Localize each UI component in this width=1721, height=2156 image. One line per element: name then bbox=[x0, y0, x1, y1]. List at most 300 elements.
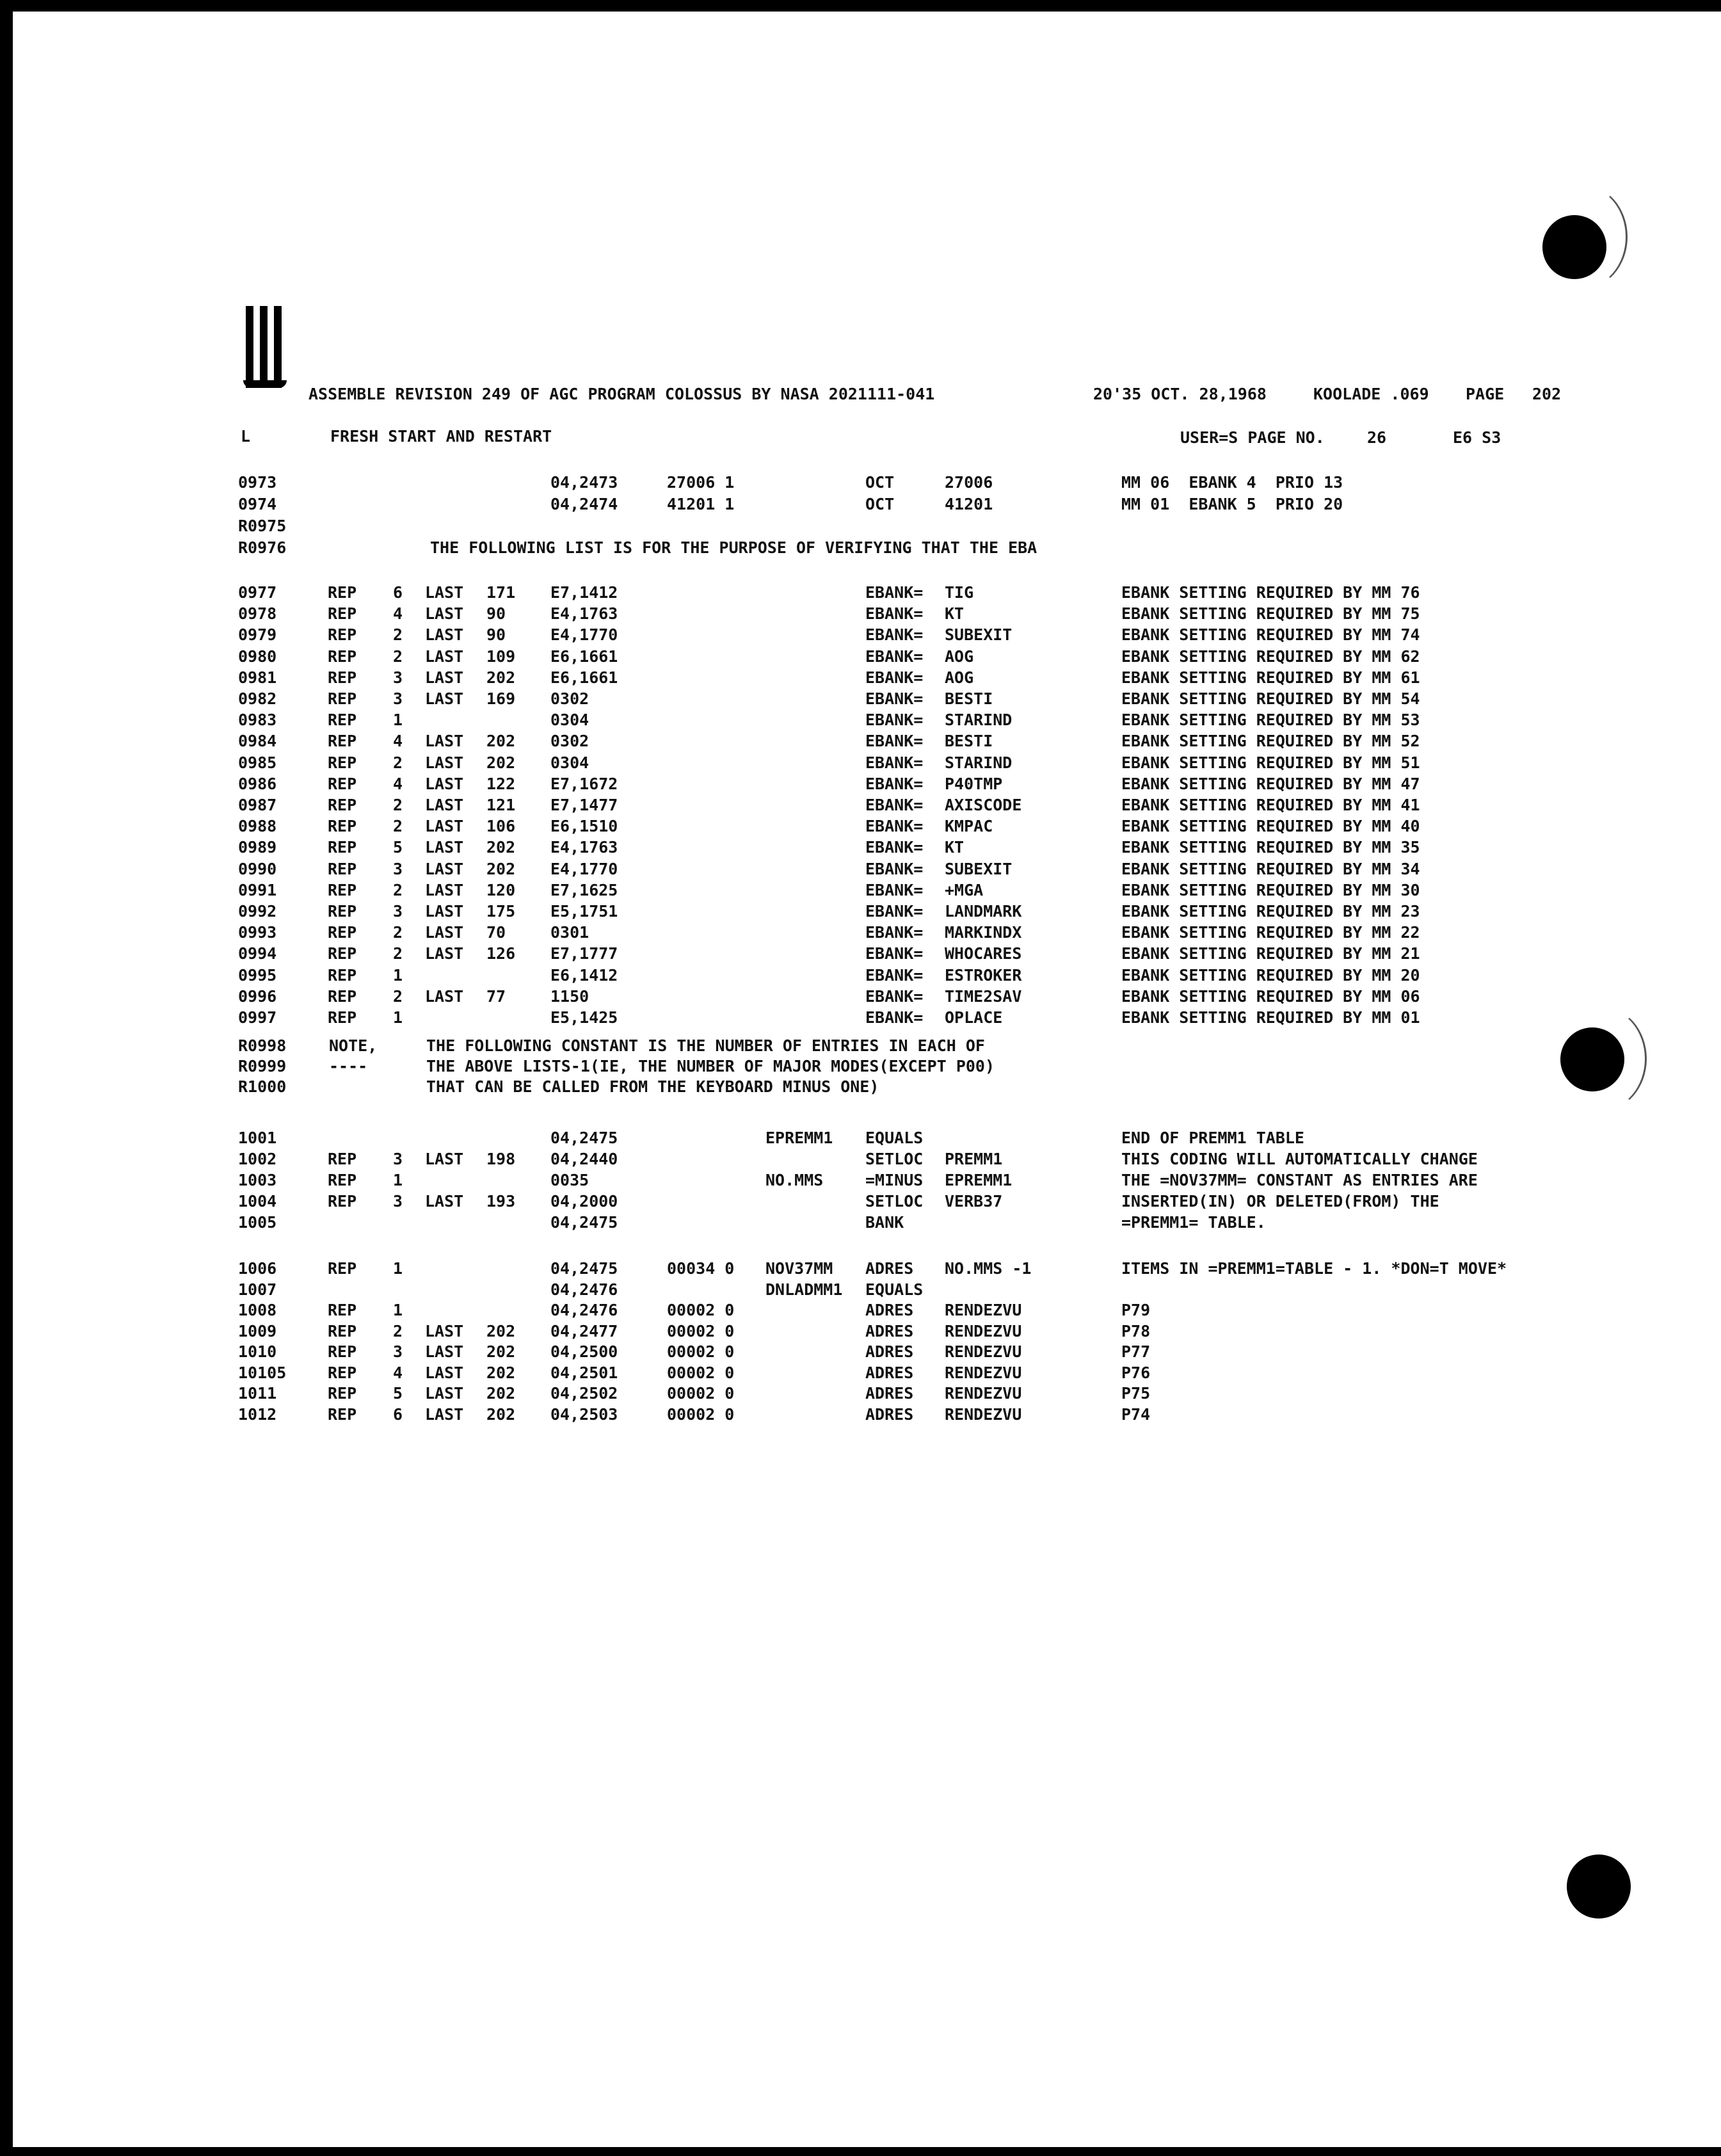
operand: MARKINDX bbox=[945, 923, 1022, 942]
last-keyword: LAST bbox=[425, 689, 464, 708]
comment: MM 01 EBANK 5 PRIO 20 bbox=[1121, 495, 1343, 513]
rep-count: 3 bbox=[393, 1150, 403, 1168]
rep-count: 1 bbox=[393, 1008, 403, 1027]
comment: EBANK SETTING REQUIRED BY MM 35 bbox=[1121, 838, 1420, 857]
operand: BESTI bbox=[945, 689, 993, 708]
last-keyword: LAST bbox=[425, 880, 464, 899]
address: E6,1412 bbox=[550, 965, 618, 985]
address: 04,2475 bbox=[550, 1259, 618, 1278]
listing-line bbox=[0, 1383, 1721, 1404]
assembly-timestamp: 20'35 OCT. 28,1968 bbox=[1093, 385, 1267, 403]
rep-keyword: REP bbox=[328, 604, 357, 623]
operand: P40TMP bbox=[945, 774, 1003, 793]
line-number: R0975 bbox=[238, 517, 287, 535]
listing-line bbox=[0, 880, 1721, 901]
scan-bottom-border bbox=[0, 2147, 1721, 2156]
last-keyword: LAST bbox=[425, 1384, 464, 1403]
comment: MM 06 EBANK 4 PRIO 13 bbox=[1121, 473, 1343, 492]
address: 04,2475 bbox=[550, 1129, 618, 1147]
comment: EBANK SETTING REQUIRED BY MM 40 bbox=[1121, 817, 1420, 836]
listing-line bbox=[0, 625, 1721, 645]
operand: AOG bbox=[945, 647, 974, 666]
opcode: EBANK= bbox=[865, 774, 924, 793]
last-page: 77 bbox=[486, 986, 506, 1006]
address: E7,1412 bbox=[550, 583, 618, 602]
address: E6,1661 bbox=[550, 647, 618, 666]
octal-word: 00002 0 bbox=[667, 1321, 735, 1340]
symbol-label: NO.MMS bbox=[765, 1171, 824, 1189]
opcode: ADRES bbox=[865, 1301, 914, 1319]
last-keyword: LAST bbox=[425, 796, 464, 814]
rep-count: 2 bbox=[393, 1321, 403, 1340]
rep-keyword: REP bbox=[328, 732, 357, 751]
comment: EBANK SETTING REQUIRED BY MM 54 bbox=[1121, 689, 1420, 708]
last-keyword: LAST bbox=[425, 902, 464, 921]
rep-keyword: REP bbox=[328, 668, 357, 687]
octal-word: 41201 1 bbox=[667, 495, 735, 513]
address: 0304 bbox=[550, 711, 589, 730]
operand: RENDEZVU bbox=[945, 1404, 1022, 1424]
section-marker: L bbox=[241, 427, 251, 446]
rep-keyword: REP bbox=[328, 1008, 357, 1027]
rep-keyword: REP bbox=[328, 1404, 357, 1424]
last-page: 202 bbox=[486, 668, 516, 687]
listing-line bbox=[0, 795, 1721, 816]
last-keyword: LAST bbox=[425, 604, 464, 623]
listing-line bbox=[0, 516, 1721, 536]
listing-line bbox=[0, 922, 1721, 943]
operand: +MGA bbox=[945, 880, 984, 899]
comment: EBANK SETTING REQUIRED BY MM 76 bbox=[1121, 583, 1420, 602]
address: 0301 bbox=[550, 923, 589, 942]
rep-count: 4 bbox=[393, 732, 403, 751]
line-number: 0973 bbox=[238, 473, 277, 492]
line-number: 0990 bbox=[238, 859, 277, 878]
rep-count: 2 bbox=[393, 923, 403, 942]
last-page: 175 bbox=[486, 902, 516, 921]
rep-keyword: REP bbox=[328, 689, 357, 708]
listing-line bbox=[0, 1280, 1721, 1300]
octal-word: 00002 0 bbox=[667, 1342, 735, 1361]
listing-line bbox=[0, 583, 1721, 603]
note-marker: NOTE, bbox=[329, 1036, 378, 1055]
operand: 27006 bbox=[945, 473, 993, 492]
listing-line bbox=[0, 774, 1721, 794]
opcode: EBANK= bbox=[865, 965, 924, 985]
operand: STARIND bbox=[945, 753, 1013, 772]
last-keyword: LAST bbox=[425, 838, 464, 857]
rep-count: 3 bbox=[393, 1192, 403, 1211]
operand: AOG bbox=[945, 668, 974, 687]
rep-count: 3 bbox=[393, 1342, 403, 1361]
line-number: 1008 bbox=[238, 1301, 277, 1319]
rep-count: 2 bbox=[393, 796, 403, 814]
operand: KT bbox=[945, 838, 965, 857]
rep-count: 3 bbox=[393, 668, 403, 687]
listing-line bbox=[0, 494, 1721, 515]
line-number: R0976 bbox=[238, 538, 287, 557]
rep-count: 1 bbox=[393, 1171, 403, 1189]
listing-line bbox=[0, 1008, 1721, 1028]
user-page-label: USER=S PAGE NO. bbox=[1180, 428, 1325, 447]
listing-line bbox=[0, 901, 1721, 922]
listing-line bbox=[0, 1077, 1721, 1097]
line-number: 0983 bbox=[238, 711, 277, 730]
rep-keyword: REP bbox=[328, 711, 357, 730]
remark-text: THE FOLLOWING CONSTANT IS THE NUMBER OF ENTRIES IN EACH OF bbox=[426, 1036, 985, 1055]
address: E4,1763 bbox=[550, 604, 618, 623]
comment: THE =NOV37MM= CONSTANT AS ENTRIES ARE bbox=[1121, 1171, 1478, 1189]
last-keyword: LAST bbox=[425, 944, 464, 963]
operand: 41201 bbox=[945, 495, 993, 513]
user-page-number: 26 bbox=[1367, 428, 1387, 447]
address: E7,1672 bbox=[550, 774, 618, 793]
line-number: 0982 bbox=[238, 689, 277, 708]
rep-keyword: REP bbox=[328, 1259, 357, 1278]
address: 0302 bbox=[550, 732, 589, 751]
comment: EBANK SETTING REQUIRED BY MM 21 bbox=[1121, 944, 1420, 963]
comment: THIS CODING WILL AUTOMATICALLY CHANGE bbox=[1121, 1150, 1478, 1168]
address: 0302 bbox=[550, 689, 589, 708]
opcode: ADRES bbox=[865, 1363, 914, 1382]
operand: RENDEZVU bbox=[945, 1321, 1022, 1340]
line-number: 1003 bbox=[238, 1171, 277, 1189]
operand: STARIND bbox=[945, 711, 1013, 730]
symbol-label: NOV37MM bbox=[765, 1259, 833, 1278]
rep-keyword: REP bbox=[328, 1301, 357, 1319]
line-number: R1000 bbox=[238, 1077, 287, 1096]
opcode: EBANK= bbox=[865, 604, 924, 623]
opcode: EBANK= bbox=[865, 711, 924, 730]
rep-keyword: REP bbox=[328, 1192, 357, 1211]
opcode: OCT bbox=[865, 495, 895, 513]
line-number: 0984 bbox=[238, 732, 277, 751]
opcode: ADRES bbox=[865, 1342, 914, 1361]
rep-count: 4 bbox=[393, 1363, 403, 1382]
opcode: EBANK= bbox=[865, 902, 924, 921]
rep-keyword: REP bbox=[328, 1384, 357, 1403]
comment: P76 bbox=[1121, 1363, 1151, 1382]
opcode: EBANK= bbox=[865, 923, 924, 942]
remark-text: THAT CAN BE CALLED FROM THE KEYBOARD MINUS ONE) bbox=[426, 1077, 879, 1096]
listing-line bbox=[0, 710, 1721, 730]
comment: EBANK SETTING REQUIRED BY MM 75 bbox=[1121, 604, 1420, 623]
opcode: EBANK= bbox=[865, 817, 924, 836]
last-page: 202 bbox=[486, 753, 516, 772]
operand: KMPAC bbox=[945, 817, 993, 836]
rep-count: 2 bbox=[393, 753, 403, 772]
comment: EBANK SETTING REQUIRED BY MM 52 bbox=[1121, 732, 1420, 751]
operand: ESTROKER bbox=[945, 965, 1022, 985]
listing-line bbox=[0, 859, 1721, 880]
scan-top-border bbox=[0, 0, 1721, 12]
octal-word: 00002 0 bbox=[667, 1363, 735, 1382]
comment: P74 bbox=[1121, 1404, 1151, 1424]
listing-line bbox=[0, 1363, 1721, 1383]
comment: ITEMS IN =PREMM1=TABLE - 1. *DON=T MOVE* bbox=[1121, 1259, 1507, 1278]
line-number: 1010 bbox=[238, 1342, 277, 1361]
opcode: OCT bbox=[865, 473, 895, 492]
line-number: 0978 bbox=[238, 604, 277, 623]
listing-line bbox=[0, 986, 1721, 1007]
opcode: EBANK= bbox=[865, 625, 924, 645]
line-number: 0988 bbox=[238, 817, 277, 836]
last-keyword: LAST bbox=[425, 625, 464, 645]
opcode: ADRES bbox=[865, 1321, 914, 1340]
rep-count: 2 bbox=[393, 647, 403, 666]
line-number: 0987 bbox=[238, 796, 277, 814]
address: 0304 bbox=[550, 753, 589, 772]
punch-hole bbox=[1567, 1854, 1631, 1919]
rep-count: 3 bbox=[393, 859, 403, 878]
opcode: ADRES bbox=[865, 1259, 914, 1278]
rep-count: 3 bbox=[393, 902, 403, 921]
rep-keyword: REP bbox=[328, 796, 357, 814]
comment: =PREMM1= TABLE. bbox=[1121, 1213, 1266, 1232]
last-keyword: LAST bbox=[425, 1404, 464, 1424]
comment: EBANK SETTING REQUIRED BY MM 01 bbox=[1121, 1008, 1420, 1027]
comment: EBANK SETTING REQUIRED BY MM 22 bbox=[1121, 923, 1420, 942]
operand: RENDEZVU bbox=[945, 1384, 1022, 1403]
note-marker: ---- bbox=[329, 1057, 368, 1075]
line-number: 0980 bbox=[238, 647, 277, 666]
operand: AXISCODE bbox=[945, 796, 1022, 814]
octal-word: 00002 0 bbox=[667, 1384, 735, 1403]
opcode: EBANK= bbox=[865, 647, 924, 666]
rep-count: 1 bbox=[393, 711, 403, 730]
last-keyword: LAST bbox=[425, 774, 464, 793]
listing-line bbox=[0, 689, 1721, 709]
comment: EBANK SETTING REQUIRED BY MM 06 bbox=[1121, 986, 1420, 1006]
opcode: EBANK= bbox=[865, 689, 924, 708]
last-keyword: LAST bbox=[425, 1363, 464, 1382]
line-number: 0979 bbox=[238, 625, 277, 645]
rep-count: 1 bbox=[393, 1259, 403, 1278]
last-keyword: LAST bbox=[425, 583, 464, 602]
line-number: 0981 bbox=[238, 668, 277, 687]
rep-count: 6 bbox=[393, 1404, 403, 1424]
rep-count: 2 bbox=[393, 817, 403, 836]
last-page: 106 bbox=[486, 817, 516, 836]
rep-keyword: REP bbox=[328, 986, 357, 1006]
last-page: 90 bbox=[486, 625, 506, 645]
opcode: EBANK= bbox=[865, 732, 924, 751]
operand: VERB37 bbox=[945, 1192, 1003, 1211]
comment: EBANK SETTING REQUIRED BY MM 30 bbox=[1121, 880, 1420, 899]
address: E7,1625 bbox=[550, 880, 618, 899]
comment: EBANK SETTING REQUIRED BY MM 61 bbox=[1121, 668, 1420, 687]
symbol-label: EPREMM1 bbox=[765, 1129, 833, 1147]
address: 0035 bbox=[550, 1171, 589, 1189]
operand: NO.MMS -1 bbox=[945, 1259, 1032, 1278]
address: E5,1751 bbox=[550, 902, 618, 921]
listing-line bbox=[0, 1342, 1721, 1362]
address: 04,2503 bbox=[550, 1404, 618, 1424]
opcode: EBANK= bbox=[865, 944, 924, 963]
rep-keyword: REP bbox=[328, 1150, 357, 1168]
listing-line bbox=[0, 1036, 1721, 1056]
address: 04,2500 bbox=[550, 1342, 618, 1361]
rep-keyword: REP bbox=[328, 1321, 357, 1340]
last-page: 70 bbox=[486, 923, 506, 942]
address: E4,1770 bbox=[550, 859, 618, 878]
rep-count: 6 bbox=[393, 583, 403, 602]
line-number: 1009 bbox=[238, 1321, 277, 1340]
address: 04,2476 bbox=[550, 1301, 618, 1319]
line-number: 0994 bbox=[238, 944, 277, 963]
rep-count: 5 bbox=[393, 838, 403, 857]
opcode: =MINUS bbox=[865, 1171, 924, 1189]
operand: WHOCARES bbox=[945, 944, 1022, 963]
last-keyword: LAST bbox=[425, 1150, 464, 1168]
opcode: SETLOC bbox=[865, 1150, 924, 1168]
line-number: 0977 bbox=[238, 583, 277, 602]
last-page: 109 bbox=[486, 647, 516, 666]
rep-count: 4 bbox=[393, 774, 403, 793]
last-keyword: LAST bbox=[425, 859, 464, 878]
address: 04,2477 bbox=[550, 1321, 618, 1340]
line-number: 1011 bbox=[238, 1384, 277, 1403]
remark-text: THE ABOVE LISTS-1(IE, THE NUMBER OF MAJOR MODES(EXCEPT P00) bbox=[426, 1057, 995, 1075]
listing-line bbox=[0, 1056, 1721, 1077]
last-page: 202 bbox=[486, 859, 516, 878]
last-page: 202 bbox=[486, 732, 516, 751]
symbol-label: DNLADMM1 bbox=[765, 1280, 843, 1299]
operand: TIME2SAV bbox=[945, 986, 1022, 1006]
listing-line bbox=[0, 753, 1721, 773]
listing-line bbox=[0, 731, 1721, 752]
rep-keyword: REP bbox=[328, 859, 357, 878]
line-number: 0995 bbox=[238, 965, 277, 985]
opcode: ADRES bbox=[865, 1384, 914, 1403]
comment: EBANK SETTING REQUIRED BY MM 51 bbox=[1121, 753, 1420, 772]
rep-count: 2 bbox=[393, 880, 403, 899]
comment: EBANK SETTING REQUIRED BY MM 23 bbox=[1121, 902, 1420, 921]
rep-count: 2 bbox=[393, 944, 403, 963]
rep-keyword: REP bbox=[328, 625, 357, 645]
operand: PREMM1 bbox=[945, 1150, 1003, 1168]
line-number: R0999 bbox=[238, 1057, 287, 1075]
listing-line bbox=[0, 647, 1721, 667]
opcode: SETLOC bbox=[865, 1192, 924, 1211]
rep-keyword: REP bbox=[328, 902, 357, 921]
line-number: 0986 bbox=[238, 774, 277, 793]
operand: EPREMM1 bbox=[945, 1171, 1013, 1189]
last-keyword: LAST bbox=[425, 1342, 464, 1361]
assembly-user: KOOLADE .069 bbox=[1313, 385, 1429, 403]
last-page: 122 bbox=[486, 774, 516, 793]
rep-keyword: REP bbox=[328, 647, 357, 666]
listing-line bbox=[0, 1321, 1721, 1342]
last-keyword: LAST bbox=[425, 647, 464, 666]
comment: EBANK SETTING REQUIRED BY MM 41 bbox=[1121, 796, 1420, 814]
user-page-ref: E6 S3 bbox=[1453, 428, 1501, 447]
rep-keyword: REP bbox=[328, 923, 357, 942]
octal-word: 00002 0 bbox=[667, 1404, 735, 1424]
last-page: 198 bbox=[486, 1150, 516, 1168]
address: 04,2475 bbox=[550, 1213, 618, 1232]
listing-line bbox=[0, 1212, 1721, 1233]
address: E5,1425 bbox=[550, 1008, 618, 1027]
address: E4,1770 bbox=[550, 625, 618, 645]
last-page: 90 bbox=[486, 604, 506, 623]
address: 04,2440 bbox=[550, 1150, 618, 1168]
rep-count: 1 bbox=[393, 965, 403, 985]
opcode: EBANK= bbox=[865, 859, 924, 878]
line-number: 1004 bbox=[238, 1192, 277, 1211]
comment: EBANK SETTING REQUIRED BY MM 47 bbox=[1121, 774, 1420, 793]
rep-count: 1 bbox=[393, 1301, 403, 1319]
opcode: EBANK= bbox=[865, 1008, 924, 1027]
opcode: EBANK= bbox=[865, 753, 924, 772]
octal-word: 00002 0 bbox=[667, 1301, 735, 1319]
listing-line bbox=[0, 1259, 1721, 1279]
listing-line bbox=[0, 1128, 1721, 1148]
rep-keyword: REP bbox=[328, 838, 357, 857]
last-page: 126 bbox=[486, 944, 516, 963]
opcode: EBANK= bbox=[865, 668, 924, 687]
rep-count: 2 bbox=[393, 986, 403, 1006]
comment: END OF PREMM1 TABLE bbox=[1121, 1129, 1304, 1147]
remark-text: THE FOLLOWING LIST IS FOR THE PURPOSE OF VERIFYING THAT THE EBA bbox=[430, 538, 1037, 557]
line-number: 1007 bbox=[238, 1280, 277, 1299]
last-keyword: LAST bbox=[425, 1192, 464, 1211]
rep-keyword: REP bbox=[328, 817, 357, 836]
comment: P77 bbox=[1121, 1342, 1151, 1361]
comment: P79 bbox=[1121, 1301, 1151, 1319]
opcode: EQUALS bbox=[865, 1280, 924, 1299]
comment: EBANK SETTING REQUIRED BY MM 62 bbox=[1121, 647, 1420, 666]
last-page: 202 bbox=[486, 838, 516, 857]
listing-line bbox=[0, 837, 1721, 858]
rep-count: 3 bbox=[393, 689, 403, 708]
address: 04,2501 bbox=[550, 1363, 618, 1382]
line-number: 0997 bbox=[238, 1008, 277, 1027]
opcode: EBANK= bbox=[865, 583, 924, 602]
operand: SUBEXIT bbox=[945, 625, 1013, 645]
rep-keyword: REP bbox=[328, 1342, 357, 1361]
comment: INSERTED(IN) OR DELETED(FROM) THE bbox=[1121, 1192, 1439, 1211]
listing-line bbox=[0, 965, 1721, 986]
line-number: 0992 bbox=[238, 902, 277, 921]
operand: BESTI bbox=[945, 732, 993, 751]
operand: SUBEXIT bbox=[945, 859, 1013, 878]
listing-line bbox=[0, 1300, 1721, 1321]
line-number: 0985 bbox=[238, 753, 277, 772]
comment: EBANK SETTING REQUIRED BY MM 34 bbox=[1121, 859, 1420, 878]
opcode: EBANK= bbox=[865, 880, 924, 899]
address: 04,2502 bbox=[550, 1384, 618, 1403]
address: 04,2473 bbox=[550, 473, 618, 492]
listing-line bbox=[0, 668, 1721, 688]
octal-word: 00034 0 bbox=[667, 1259, 735, 1278]
address: 04,2474 bbox=[550, 495, 618, 513]
opcode: EBANK= bbox=[865, 838, 924, 857]
comment: P78 bbox=[1121, 1321, 1151, 1340]
opcode: ADRES bbox=[865, 1404, 914, 1424]
opcode: EBANK= bbox=[865, 796, 924, 814]
octal-word: 27006 1 bbox=[667, 473, 735, 492]
comment: EBANK SETTING REQUIRED BY MM 20 bbox=[1121, 965, 1420, 985]
address: 04,2000 bbox=[550, 1192, 618, 1211]
opcode: EBANK= bbox=[865, 986, 924, 1006]
opcode: EQUALS bbox=[865, 1129, 924, 1147]
listing-line bbox=[0, 1149, 1721, 1170]
address: 1150 bbox=[550, 986, 589, 1006]
operand: LANDMARK bbox=[945, 902, 1022, 921]
line-number: 1002 bbox=[238, 1150, 277, 1168]
line-number: 10105 bbox=[238, 1363, 287, 1382]
